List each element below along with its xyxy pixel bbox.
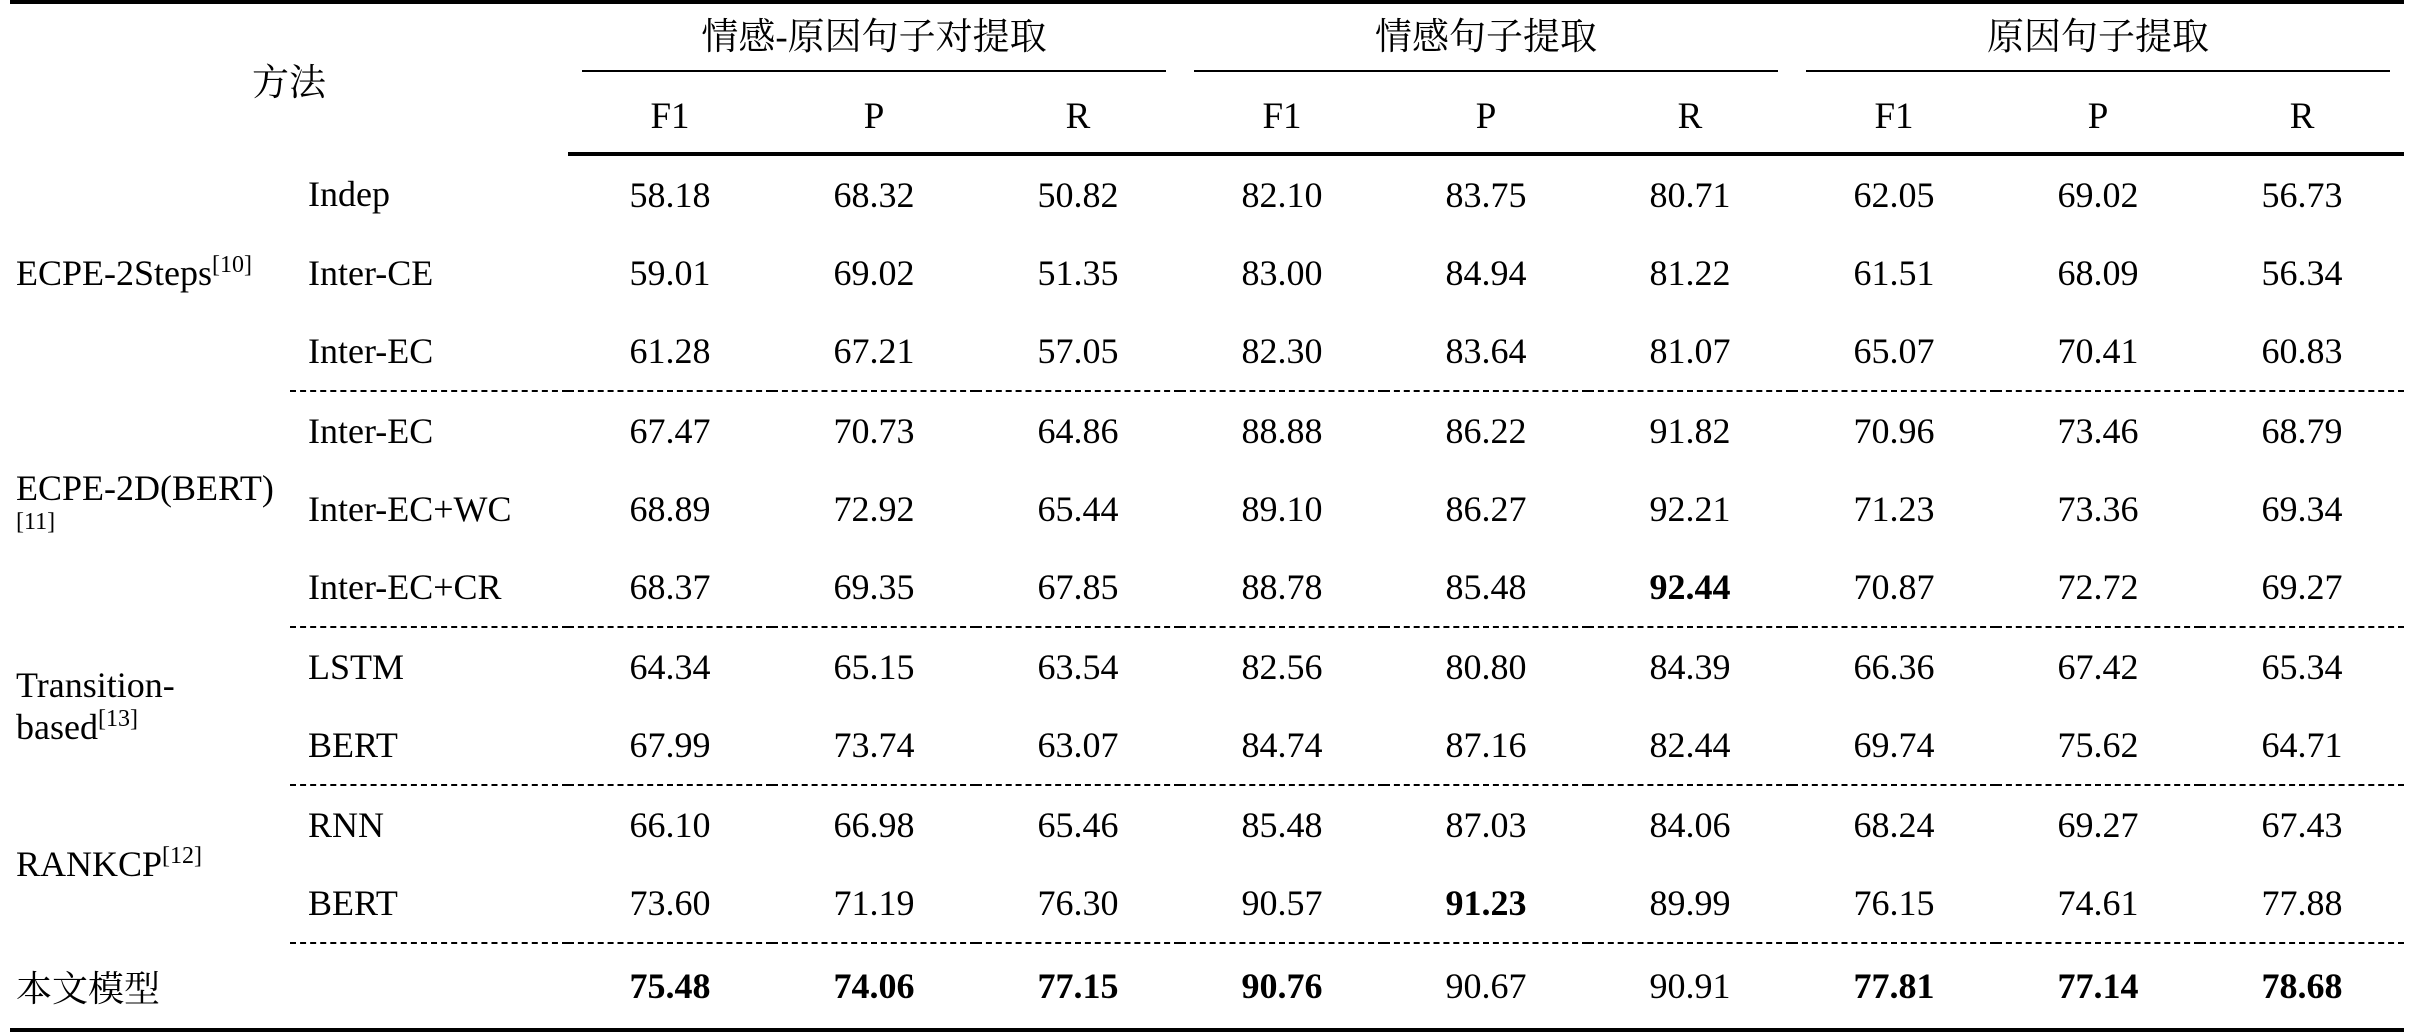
cell-value: 92.44 [1588,548,1792,627]
cell-value: 69.02 [2057,175,2139,215]
header-group-emotion [1180,2,1792,80]
cell-value: 59.01 [629,253,711,293]
cell-value: 72.92 [833,489,915,529]
header-metric-emotion-r: R [1588,80,1792,154]
cell-value: 76.30 [976,864,1180,943]
header-metric-emotion-f1: F1 [1180,80,1384,154]
cell-value: 69.35 [772,548,976,627]
method-name: Transition-based [16,665,175,747]
cell-value: 71.19 [772,864,976,943]
header-group-cause-label: 原因句子提取 [1806,6,2390,72]
cell-value: 66.10 [629,805,711,845]
cell-value: 70.41 [1996,312,2200,391]
header-metric-pair-r: R [976,80,1180,154]
variant-label: LSTM [308,647,405,687]
table-row [10,785,2404,864]
cell-value: 68.24 [1853,805,1935,845]
cell-value: 77.81 [1792,943,1996,1030]
header-metric-cause-p: P [1996,80,2200,154]
cell-value: 90.67 [1384,943,1588,1030]
cell-value: 92.21 [1649,489,1731,529]
header-metric-cause-f1: F1 [1792,80,1996,154]
variant-label: Inter-EC+WC [308,489,512,529]
cell-value: 81.07 [1588,312,1792,391]
cell-value: 89.10 [1241,489,1323,529]
cell-value: 56.73 [2261,175,2343,215]
cell-value: 67.47 [629,411,711,451]
variant-label: Inter-EC+CR [290,548,568,627]
cell-value: 65.44 [1037,489,1119,529]
cell-value: 91.23 [1384,864,1588,943]
cell-value: 56.34 [2261,253,2343,293]
cell-value: 61.28 [568,312,772,391]
cell-value: 70.87 [1792,548,1996,627]
table-row [10,548,2404,627]
cell-value: 67.42 [2057,647,2139,687]
cell-value: 64.34 [629,647,711,687]
cell-value: 84.06 [1649,805,1731,845]
cell-value: 73.36 [2057,489,2139,529]
cell-value: 66.98 [833,805,915,845]
cell-value: 84.39 [1649,647,1731,687]
cell-value: 76.15 [1792,864,1996,943]
method-name: RANKCP [16,844,163,884]
variant-label: Inter-EC [290,312,568,391]
cell-value: 91.82 [1649,411,1731,451]
table-row-our-model [10,943,2404,1030]
method-ref: [12] [162,843,203,869]
method-name-cell [10,154,290,391]
results-table [10,0,2404,1032]
cell-value: 65.46 [1037,805,1119,845]
cell-value: 75.48 [568,943,772,1030]
cell-value: 84.94 [1445,253,1527,293]
cell-value: 80.71 [1649,175,1731,215]
cell-value: 82.44 [1588,706,1792,785]
method-name-cell [10,627,290,785]
cell-value: 75.62 [1996,706,2200,785]
cell-value: 50.82 [1037,175,1119,215]
cell-value: 65.34 [2261,647,2343,687]
header-metric-emotion-p: P [1384,80,1588,154]
method-name-cell [10,785,290,943]
method-name-cell [10,943,568,1030]
cell-value: 69.27 [2057,805,2139,845]
cell-value: 82.10 [1241,175,1323,215]
header-metric-pair-p: P [772,80,976,154]
cell-value: 77.88 [2200,864,2404,943]
table-row [10,470,2404,548]
cell-value: 65.15 [833,647,915,687]
cell-value: 63.07 [976,706,1180,785]
method-name: ECPE-2D(BERT) [16,468,274,508]
cell-value: 67.99 [568,706,772,785]
cell-value: 73.46 [2057,411,2139,451]
cell-value: 73.74 [772,706,976,785]
cell-value: 51.35 [1037,253,1119,293]
cell-value: 81.22 [1649,253,1731,293]
header-group-pair-label: 情感-原因句子对提取 [582,6,1166,72]
cell-value: 67.43 [2261,805,2343,845]
cell-value: 63.54 [1037,647,1119,687]
cell-value: 64.71 [2200,706,2404,785]
header-metric-cause-r: R [2200,80,2404,154]
cell-value: 57.05 [976,312,1180,391]
cell-value: 84.74 [1180,706,1384,785]
cell-value: 77.15 [976,943,1180,1030]
cell-value: 87.16 [1384,706,1588,785]
cell-value: 73.60 [568,864,772,943]
cell-value: 90.76 [1180,943,1384,1030]
cell-value: 66.36 [1853,647,1935,687]
table-row [10,706,2404,785]
cell-value: 68.79 [2261,411,2343,451]
cell-value: 68.37 [568,548,772,627]
variant-label: Indep [308,174,390,214]
cell-value: 68.89 [629,489,711,529]
cell-value: 90.91 [1588,943,1792,1030]
cell-value: 86.22 [1445,411,1527,451]
header-group-emotion-label: 情感句子提取 [1194,6,1778,72]
cell-value: 69.34 [2261,489,2343,529]
method-ref: [13] [97,706,138,732]
variant-label: BERT [290,706,568,785]
cell-value: 86.27 [1445,489,1527,529]
cell-value: 60.83 [2200,312,2404,391]
cell-value: 70.73 [833,411,915,451]
cell-value: 89.99 [1588,864,1792,943]
method-ref: [10] [212,251,252,278]
header-group-pair [568,2,1180,80]
cell-value: 70.96 [1853,411,1935,451]
variant-label: RNN [308,805,385,845]
cell-value: 83.00 [1241,253,1323,293]
cell-value: 87.03 [1445,805,1527,845]
cell-value: 67.21 [772,312,976,391]
cell-value: 71.23 [1853,489,1935,529]
cell-value: 82.56 [1241,647,1323,687]
table-row [10,864,2404,943]
method-name: 本文模型 [16,968,161,1009]
cell-value: 80.80 [1445,647,1527,687]
table-row [10,234,2404,312]
table-group-header-row [10,2,2404,80]
cell-value: 64.86 [1037,411,1119,451]
cell-value: 58.18 [629,175,711,215]
header-group-cause [1792,2,2404,80]
cell-value: 69.02 [833,253,915,293]
variant-label: BERT [290,864,568,943]
cell-value: 85.48 [1241,805,1323,845]
cell-value: 82.30 [1180,312,1384,391]
table-row [10,391,2404,470]
header-method-cell [10,2,568,154]
cell-value: 68.09 [2057,253,2139,293]
cell-value: 68.32 [833,175,915,215]
cell-value: 85.48 [1384,548,1588,627]
cell-value: 62.05 [1853,175,1935,215]
cell-value: 83.64 [1384,312,1588,391]
cell-value: 88.88 [1241,411,1323,451]
variant-label: Inter-CE [308,253,434,293]
method-name-cell [10,391,290,627]
table-row [10,312,2404,391]
cell-value: 83.75 [1445,175,1527,215]
method-name: ECPE-2Steps [16,252,213,293]
cell-value: 74.06 [772,943,976,1030]
cell-value: 88.78 [1180,548,1384,627]
cell-value: 74.61 [1996,864,2200,943]
header-metric-pair-f1: F1 [568,80,772,154]
cell-value: 61.51 [1853,253,1935,293]
table-row [10,627,2404,706]
cell-value: 72.72 [1996,548,2200,627]
cell-value: 69.74 [1792,706,1996,785]
variant-label: Inter-EC [308,411,434,451]
cell-value: 65.07 [1792,312,1996,391]
method-ref: [11] [16,509,56,535]
table-row [10,154,2404,234]
cell-value: 77.14 [1996,943,2200,1030]
cell-value: 78.68 [2200,943,2404,1030]
cell-value: 90.57 [1180,864,1384,943]
header-method-label: 方法 [252,63,326,104]
cell-value: 67.85 [976,548,1180,627]
cell-value: 69.27 [2200,548,2404,627]
